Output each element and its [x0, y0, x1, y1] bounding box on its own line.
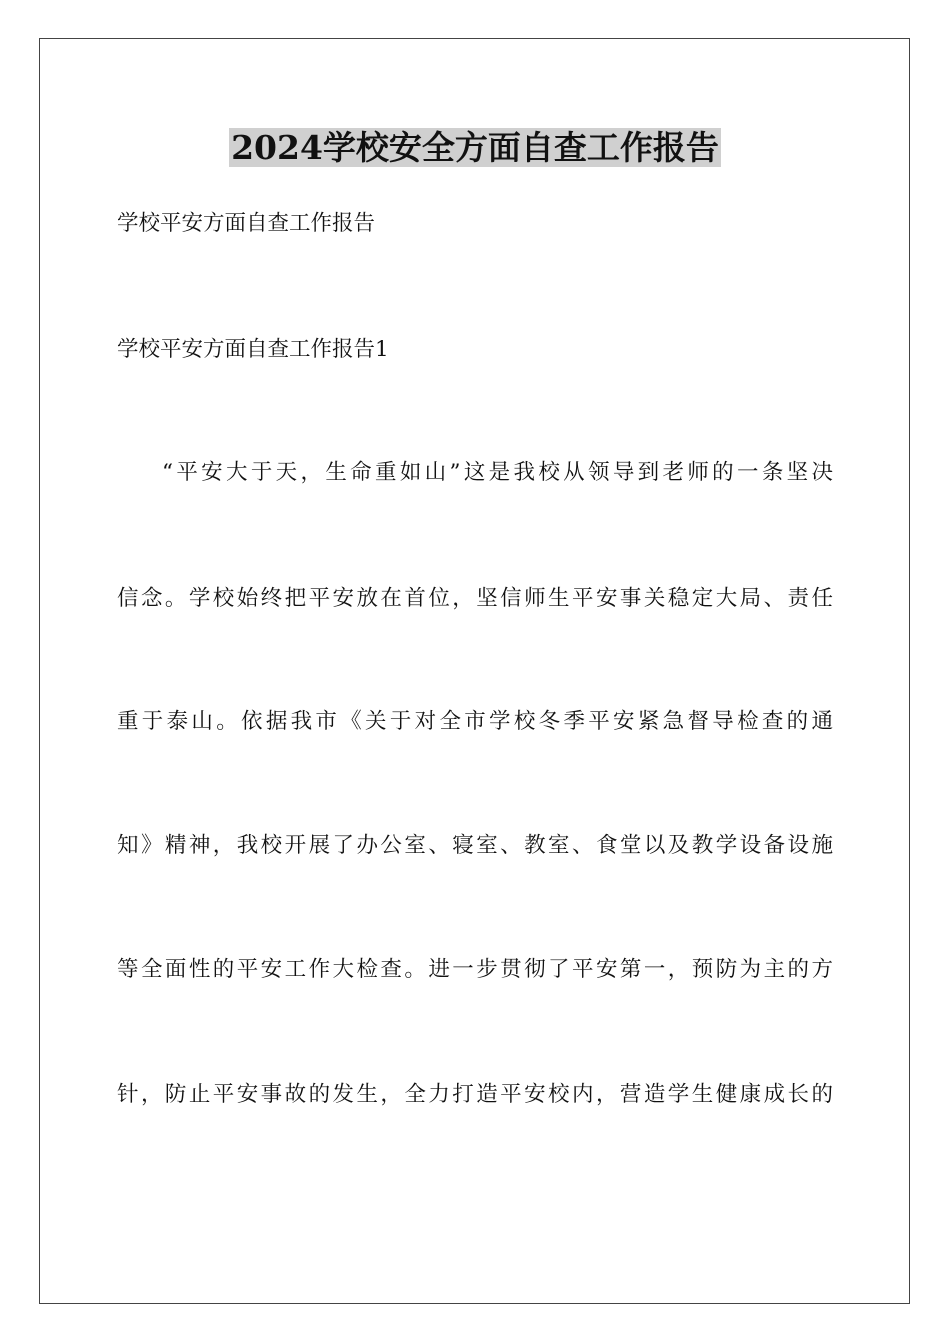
paragraph-line: 针，防止平安事故的发生，全力打造平安校内，营造学生健康成长的	[117, 1082, 833, 1107]
document-title	[0, 128, 950, 168]
document-title-text: 2024学校安全方面自查工作报告	[231, 128, 719, 167]
document-subtitle: 学校平安方面自查工作报告	[117, 211, 376, 236]
paragraph-line: 信念。学校始终把平安放在首位，坚信师生平安事关稳定大局、责任	[117, 586, 833, 611]
paragraph-line: “平安大于天，生命重如山”这是我校从领导到老师的一条坚决	[162, 460, 833, 485]
paragraph-line: 知》精神，我校开展了办公室、寝室、教室、食堂以及教学设备设施	[117, 833, 833, 858]
paragraph-line: 等全面性的平安工作大检查。进一步贯彻了平安第一，预防为主的方	[117, 957, 833, 982]
section-heading: 学校平安方面自查工作报告1	[117, 337, 389, 362]
paragraph-line: 重于泰山。依据我市《关于对全市学校冬季平安紧急督导检查的通	[117, 709, 833, 734]
